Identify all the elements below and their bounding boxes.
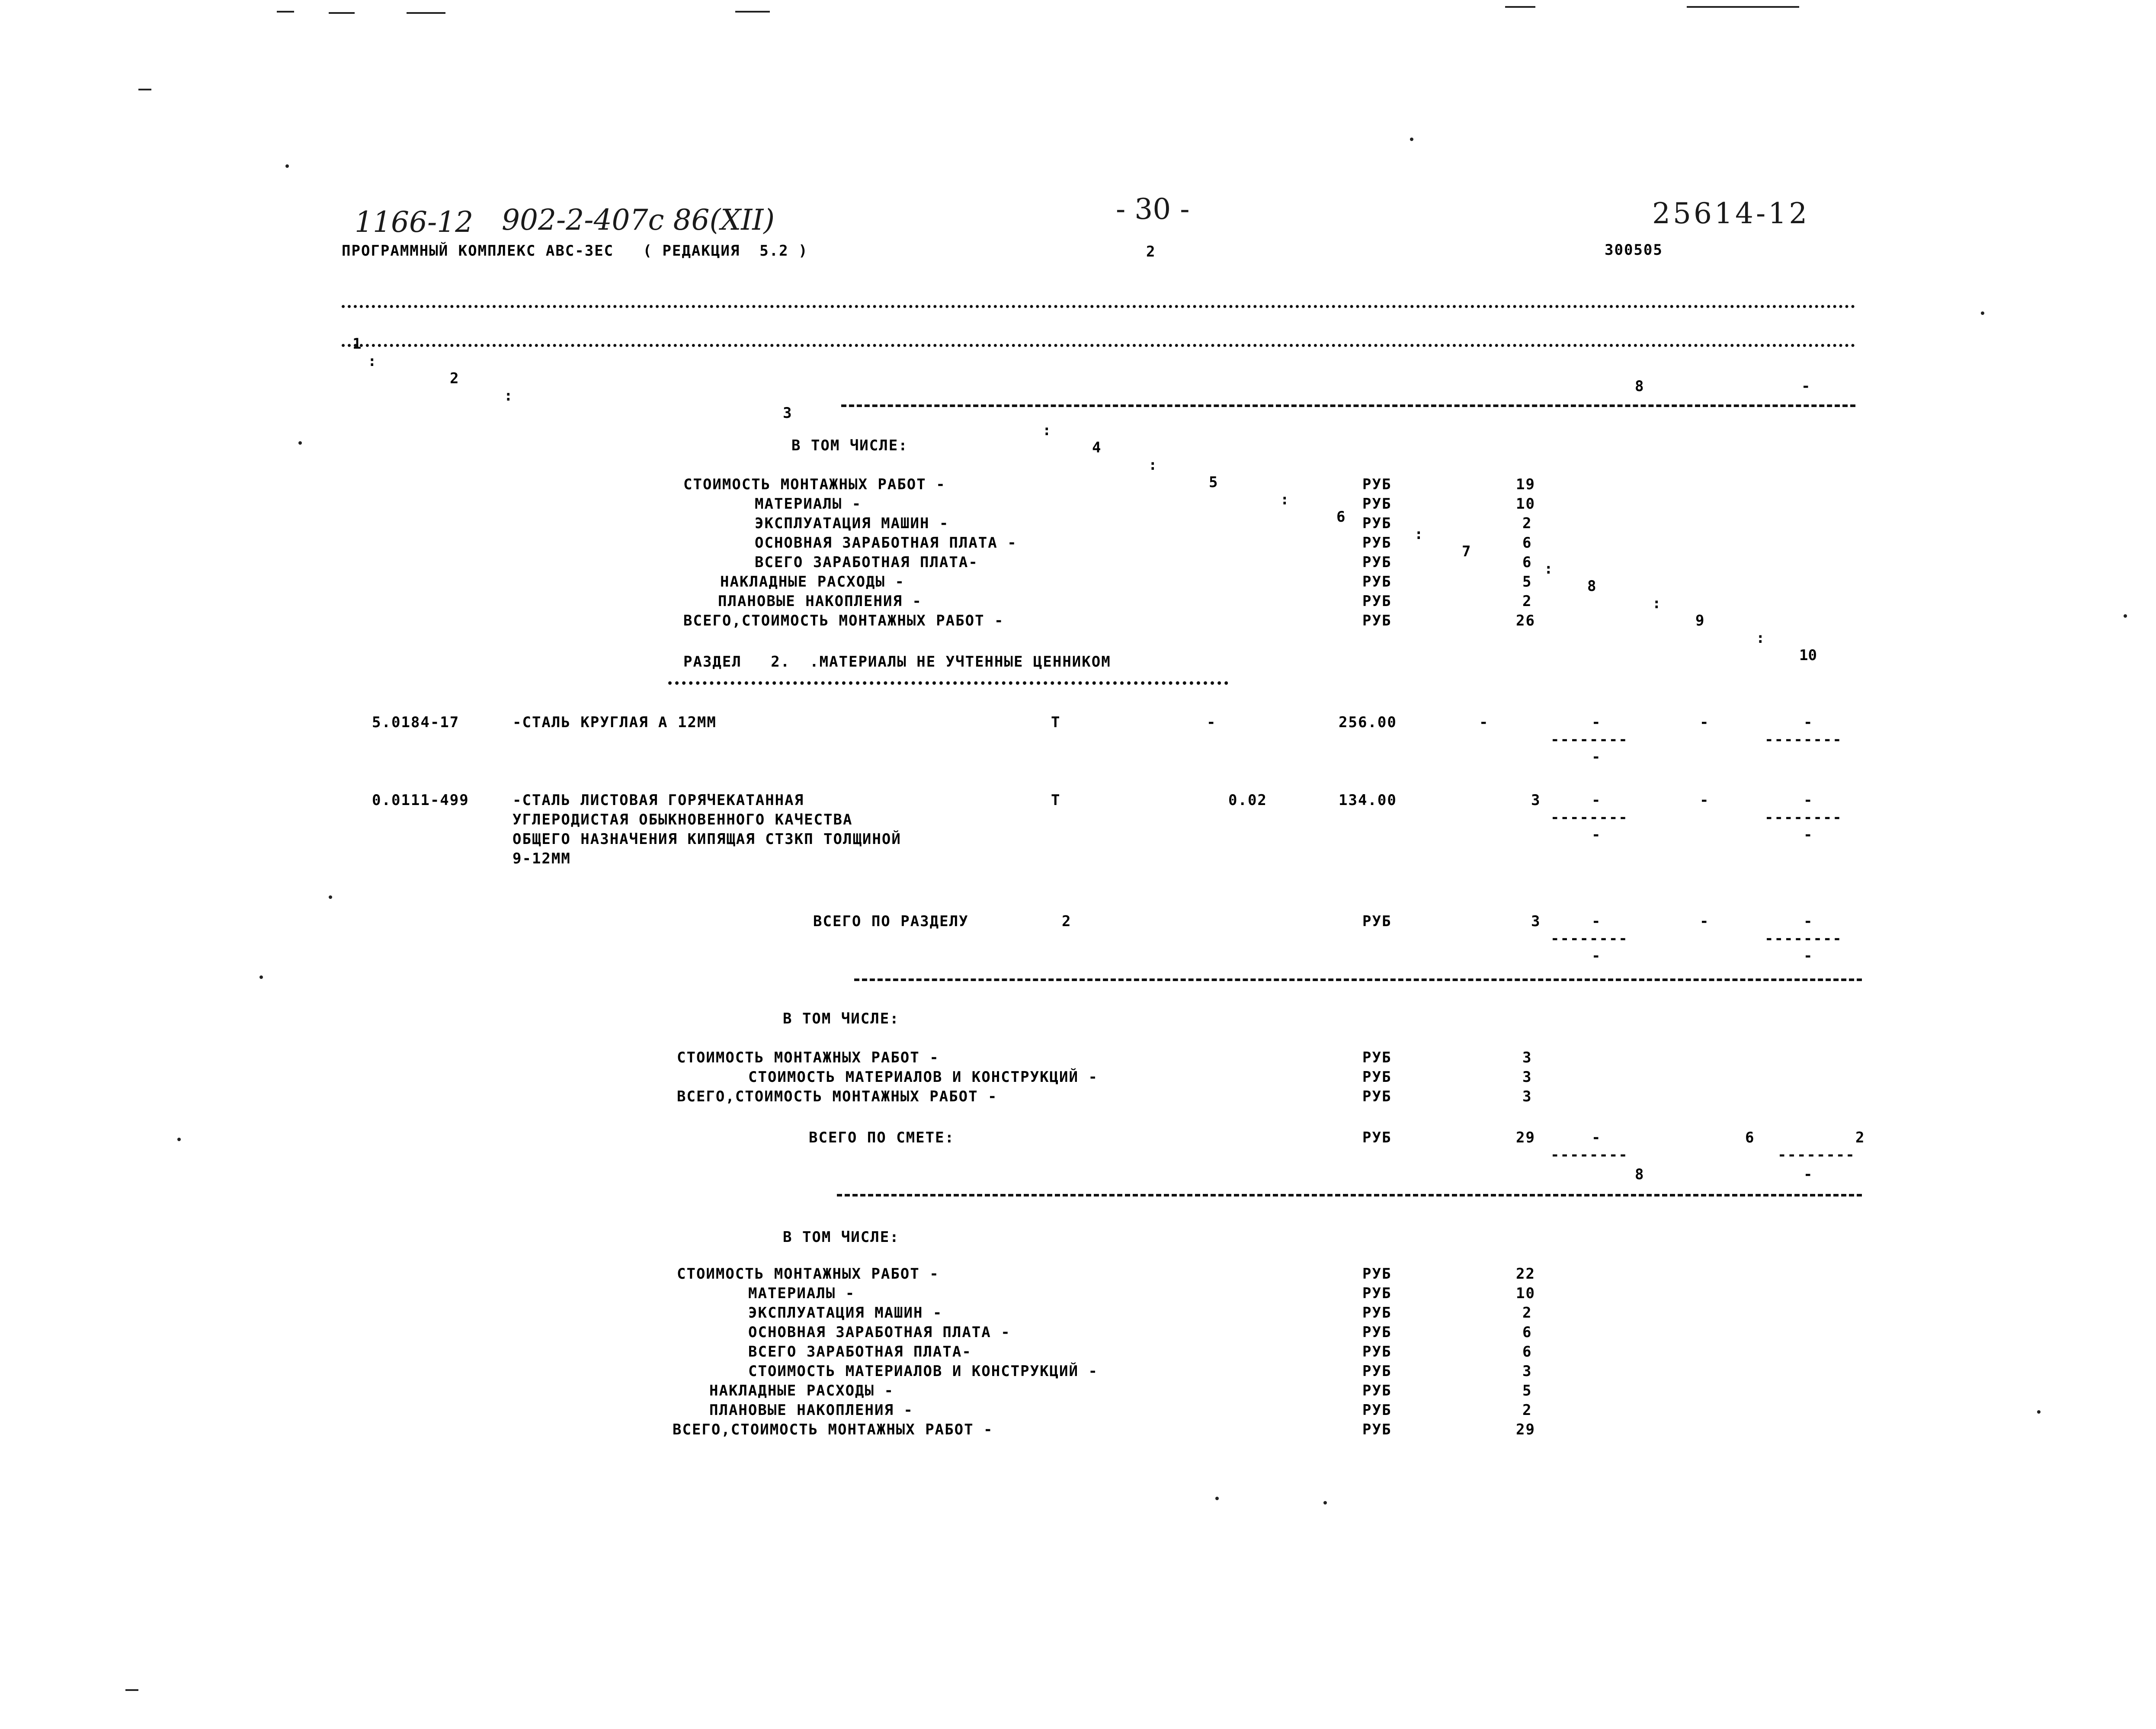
s4-unit: РУБ — [1362, 1324, 1392, 1341]
s3-label: ВСЕГО,СТОИМОСТЬ МОНТАЖНЫХ РАБОТ - — [677, 1088, 998, 1105]
estimate-total-col8-rule: -------- — [1551, 1146, 1628, 1164]
header-rule-top — [342, 305, 1855, 308]
scan-speck — [298, 441, 302, 445]
item-col8: - — [1592, 714, 1602, 731]
s4-value: 10 — [1516, 1285, 1535, 1302]
item-code: 0.0111-499 — [372, 792, 469, 809]
section-total-col9: - — [1700, 913, 1710, 930]
handwritten-project-number: 902-2-407с 86(XII) — [502, 203, 775, 237]
s3-value: 3 — [1522, 1068, 1532, 1086]
s4-value: 2 — [1522, 1402, 1532, 1419]
item-description: -СТАЛЬ ЛИСТОВАЯ ГОРЯЧЕКАТАННАЯ — [513, 792, 804, 809]
item-col7: 3 — [1531, 792, 1541, 809]
item-quantity: - — [1207, 714, 1217, 731]
s4-label: СТОИМОСТЬ МАТЕРИАЛОВ И КОНСТРУКЦИЙ - — [748, 1363, 1098, 1380]
section-total-col7: 3 — [1531, 913, 1541, 930]
s4-unit: РУБ — [1362, 1304, 1392, 1322]
s1-unit: РУБ — [1362, 476, 1392, 493]
item-code: 5.0184-17 — [372, 714, 460, 731]
section-total-col10-rule: -------- — [1765, 930, 1842, 947]
scan-speck — [285, 164, 289, 168]
col-header-1: 1 — [352, 335, 362, 353]
s4-unit: РУБ — [1362, 1402, 1392, 1419]
item-col8-lower: - — [1592, 826, 1602, 844]
s4-label: СТОИМОСТЬ МОНТАЖНЫХ РАБОТ - — [677, 1265, 939, 1283]
col-header-8: 8 — [1587, 577, 1596, 595]
s1-unit: РУБ — [1362, 573, 1392, 590]
s3-unit: РУБ — [1362, 1049, 1392, 1066]
item-col8-rule: -------- — [1551, 809, 1628, 826]
top-total-col10: - — [1801, 378, 1811, 395]
scan-speck — [277, 11, 294, 13]
scan-speck — [177, 1138, 181, 1141]
s1-label: ЭКСПЛУАТАЦИЯ МАШИН - — [755, 515, 949, 532]
scan-speck — [329, 895, 332, 899]
item-unit: Т — [1051, 714, 1061, 731]
s4-value: 3 — [1522, 1363, 1532, 1380]
col-sep: : — [1544, 560, 1553, 577]
s1-unit: РУБ — [1362, 495, 1392, 513]
item-description: -СТАЛЬ КРУГЛАЯ А 12ММ — [513, 714, 717, 731]
item-col8-lower: - — [1592, 748, 1602, 766]
s3-unit: РУБ — [1362, 1088, 1392, 1105]
item-col10-lower: - — [1804, 826, 1813, 844]
s4-value: 2 — [1522, 1304, 1532, 1322]
s1-value: 26 — [1516, 612, 1535, 629]
estimate-total-col9: 6 — [1745, 1129, 1755, 1146]
s3-unit: РУБ — [1362, 1068, 1392, 1086]
s4-label: НАКЛАДНЫЕ РАСХОДЫ - — [709, 1382, 894, 1399]
scan-speck — [138, 89, 151, 90]
scan-speck — [1410, 138, 1413, 141]
item-col10-rule: -------- — [1765, 731, 1842, 748]
s4-label: ЭКСПЛУАТАЦИЯ МАШИН - — [748, 1304, 943, 1322]
col-sep: : — [1756, 629, 1765, 647]
scan-speck — [1505, 6, 1535, 8]
col-sep: : — [1042, 422, 1051, 439]
s3-value: 3 — [1522, 1049, 1532, 1066]
s4-label: МАТЕРИАЛЫ - — [748, 1285, 855, 1302]
item-col10: - — [1804, 714, 1813, 731]
scan-speck — [735, 11, 770, 13]
section-total-label: ВСЕГО ПО РАЗДЕЛУ — [813, 913, 969, 930]
s1-unit: РУБ — [1362, 593, 1392, 610]
s1-value: 2 — [1522, 593, 1532, 610]
estimate-total-col8: - — [1592, 1129, 1602, 1146]
item-col9: - — [1700, 792, 1710, 809]
s4-unit: РУБ — [1362, 1363, 1392, 1380]
s4-value: 6 — [1522, 1343, 1532, 1360]
estimate-total-label: ВСЕГО ПО СМЕТЕ: — [809, 1129, 955, 1146]
scan-speck — [2124, 614, 2127, 618]
s1-unit: РУБ — [1362, 534, 1392, 552]
s1-value: 5 — [1522, 573, 1532, 590]
s1-value: 6 — [1522, 534, 1532, 552]
s4-unit: РУБ — [1362, 1343, 1392, 1360]
col-header-3: 3 — [783, 404, 792, 422]
item-col7: - — [1479, 714, 1489, 731]
s1-label: СТОИМОСТЬ МОНТАЖНЫХ РАБОТ - — [683, 476, 946, 493]
s1-label: МАТЕРИАЛЫ - — [755, 495, 862, 513]
handwritten-left-code: 1166-12 — [355, 205, 474, 239]
divider-1 — [841, 404, 1855, 407]
section-total-col10: - — [1804, 913, 1813, 930]
estimate-total-col10-lower: - — [1804, 1166, 1813, 1183]
top-total-col8: 8 — [1635, 378, 1645, 395]
s1-label: ВСЕГО ЗАРАБОТНАЯ ПЛАТА- — [755, 554, 978, 571]
document-number: 300505 — [1605, 241, 1663, 259]
col-sep: : — [1652, 595, 1661, 612]
item-price: 134.00 — [1339, 792, 1397, 809]
section-total-number: 2 — [1062, 913, 1072, 930]
col-sep: : — [1414, 526, 1423, 543]
page-marker: 2 — [1146, 243, 1156, 260]
scan-speck — [407, 12, 445, 14]
section4-subheading: В ТОМ ЧИСЛЕ: — [783, 1229, 900, 1246]
s1-unit: РУБ — [1362, 515, 1392, 532]
section-total-col8-lower: - — [1592, 947, 1602, 965]
program-title: ПРОГРАММНЫЙ КОМПЛЕКС АВС-3ЕС ( РЕДАКЦИЯ 5.2 ) — [342, 242, 808, 260]
item-price: 256.00 — [1339, 714, 1397, 731]
section-total-col8: - — [1592, 913, 1602, 930]
section-total-unit: РУБ — [1362, 913, 1392, 930]
s4-unit: РУБ — [1362, 1382, 1392, 1399]
s4-value: 5 — [1522, 1382, 1532, 1399]
scan-speck — [1981, 311, 1984, 315]
s4-value: 6 — [1522, 1324, 1532, 1341]
scan-speck — [125, 1689, 138, 1691]
col-header-5: 5 — [1209, 474, 1218, 491]
s1-unit: РУБ — [1362, 612, 1392, 629]
col-header-2: 2 — [450, 370, 459, 387]
col-header-10: 10 — [1799, 647, 1817, 664]
scan-speck — [1323, 1501, 1327, 1504]
s1-value: 19 — [1516, 476, 1535, 493]
s3-value: 3 — [1522, 1088, 1532, 1105]
item-description-line: УГЛЕРОДИСТАЯ ОБЫКНОВЕННОГО КАЧЕСТВА — [513, 811, 853, 828]
scan-speck — [2037, 1410, 2041, 1414]
scan-speck — [1215, 1497, 1219, 1500]
s1-value: 6 — [1522, 554, 1532, 571]
s4-unit: РУБ — [1362, 1265, 1392, 1283]
item-unit: Т — [1051, 792, 1061, 809]
col-header-4: 4 — [1092, 439, 1101, 456]
scan-speck — [329, 12, 355, 14]
item-quantity: 0.02 — [1228, 792, 1267, 809]
section-total-col8-rule: -------- — [1551, 930, 1628, 947]
col-header-7: 7 — [1462, 543, 1471, 560]
s4-unit: РУБ — [1362, 1421, 1392, 1438]
col-sep: : — [504, 387, 513, 404]
section2-title-underline — [668, 681, 1228, 685]
s1-value: 2 — [1522, 515, 1532, 532]
item-col10: - — [1804, 792, 1813, 809]
section1-subheading: В ТОМ ЧИСЛЕ: — [791, 437, 908, 454]
section3-subheading: В ТОМ ЧИСЛЕ: — [783, 1010, 900, 1027]
s1-label: ПЛАНОВЫЕ НАКОПЛЕНИЯ - — [718, 593, 922, 610]
s1-value: 10 — [1516, 495, 1535, 513]
divider-3 — [837, 1194, 1862, 1197]
item-col10-rule: -------- — [1765, 809, 1842, 826]
estimate-total-unit: РУБ — [1362, 1129, 1392, 1146]
s4-value: 29 — [1516, 1421, 1535, 1438]
item-description-line: 9-12ММ — [513, 850, 571, 867]
col-sep: : — [368, 353, 377, 370]
estimate-total-col10-rule: -------- — [1778, 1146, 1855, 1164]
scan-speck — [1687, 6, 1799, 8]
scan-speck — [259, 975, 263, 979]
section-total-col10-lower: - — [1804, 947, 1813, 965]
col-header-6: 6 — [1336, 508, 1345, 526]
estimate-total-col7: 29 — [1516, 1129, 1535, 1146]
s4-label: ВСЕГО,СТОИМОСТЬ МОНТАЖНЫХ РАБОТ - — [673, 1421, 993, 1438]
s4-label: ВСЕГО ЗАРАБОТНАЯ ПЛАТА- — [748, 1343, 972, 1360]
s4-value: 22 — [1516, 1265, 1535, 1283]
col-header-9: 9 — [1695, 612, 1704, 629]
item-description-line: ОБЩЕГО НАЗНАЧЕНИЯ КИПЯЩАЯ СТ3КП ТОЛЩИНОЙ — [513, 831, 901, 848]
s1-label: ВСЕГО,СТОИМОСТЬ МОНТАЖНЫХ РАБОТ - — [683, 612, 1004, 629]
handwritten-page-number: - 30 - — [1116, 192, 1190, 226]
item-col8: - — [1592, 792, 1602, 809]
estimate-total-col8-lower: 8 — [1635, 1166, 1645, 1183]
section2-title: РАЗДЕЛ 2. .МАТЕРИАЛЫ НЕ УЧТЕННЫЕ ЦЕННИКОМ — [683, 653, 1111, 670]
s3-label: СТОИМОСТЬ МАТЕРИАЛОВ И КОНСТРУКЦИЙ - — [748, 1068, 1098, 1086]
s4-label: ПЛАНОВЫЕ НАКОПЛЕНИЯ - — [709, 1402, 913, 1419]
header-rule-bottom — [342, 344, 1855, 347]
s1-label: НАКЛАДНЫЕ РАСХОДЫ - — [720, 573, 905, 590]
handwritten-right-code: 25614-12 — [1652, 197, 1810, 230]
divider-2 — [854, 978, 1862, 981]
item-col9: - — [1700, 714, 1710, 731]
col-sep: : — [1280, 491, 1289, 508]
s1-unit: РУБ — [1362, 554, 1392, 571]
s3-label: СТОИМОСТЬ МОНТАЖНЫХ РАБОТ - — [677, 1049, 939, 1066]
item-col8-rule: -------- — [1551, 731, 1628, 748]
s4-label: ОСНОВНАЯ ЗАРАБОТНАЯ ПЛАТА - — [748, 1324, 1011, 1341]
s4-unit: РУБ — [1362, 1285, 1392, 1302]
estimate-total-col10: 2 — [1855, 1129, 1865, 1146]
s1-label: ОСНОВНАЯ ЗАРАБОТНАЯ ПЛАТА - — [755, 534, 1017, 552]
col-sep: : — [1148, 456, 1157, 474]
